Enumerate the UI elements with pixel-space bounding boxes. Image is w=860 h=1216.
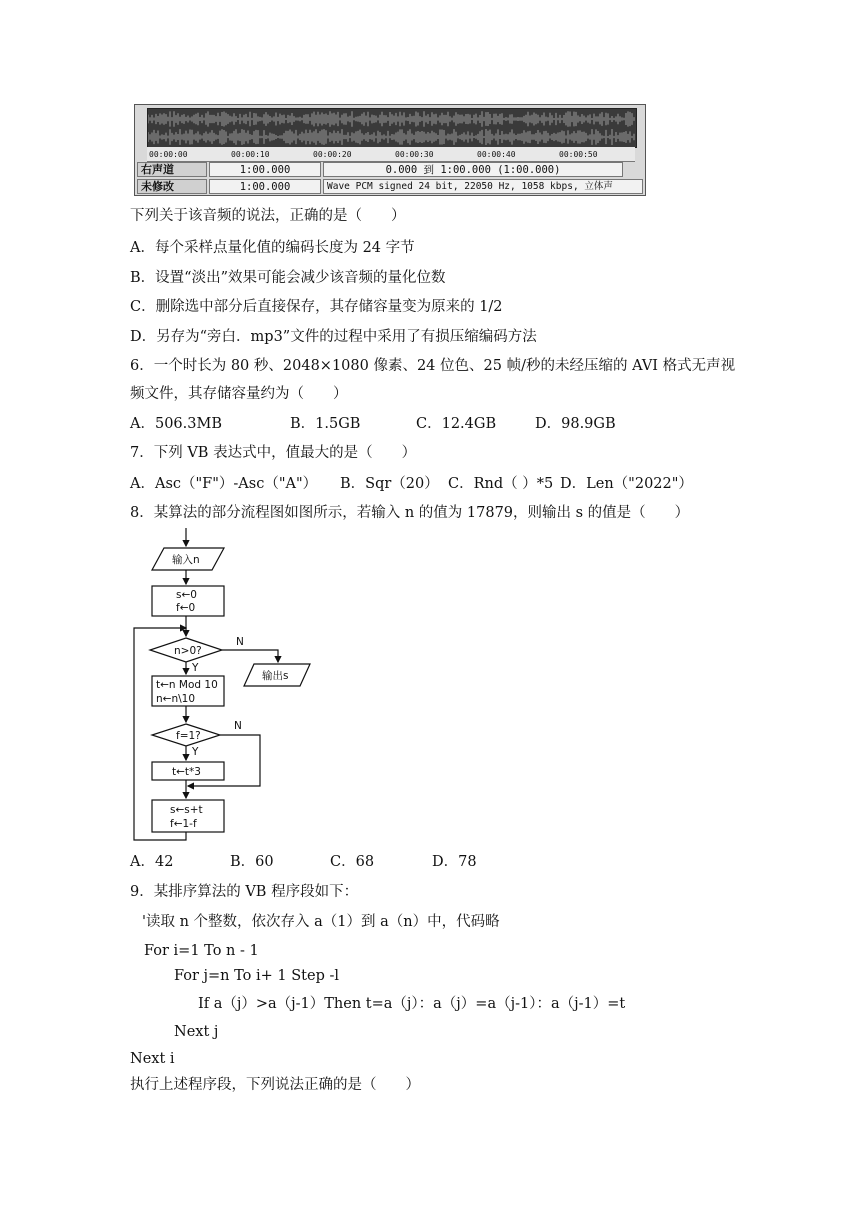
q9-stem: 9．某排序算法的 VB 程序段如下：: [130, 884, 359, 900]
q7-option-b: B．Sqr（20）: [340, 476, 439, 492]
flow-cond2-text: f=1?: [176, 730, 201, 742]
selection-range: 0.000 到 1:00.000 (1:00.000): [323, 162, 623, 177]
format-info: Wave PCM signed 24 bit, 22050 Hz, 1058 kbps, 立体声: [323, 179, 643, 194]
flow-init-s: s←0: [176, 589, 197, 601]
q6-option-a: A．506.3MB: [130, 416, 222, 432]
q8-option-a: A．42: [130, 854, 174, 870]
flow-body1: t←n Mod 10: [156, 679, 218, 691]
flow-no-label: N: [234, 720, 242, 732]
q6-option-d: D．98.9GB: [535, 416, 616, 432]
q5-option-d: D．另存为“旁白．mp3”文件的过程中采用了有损压缩编码方法: [130, 329, 537, 345]
code-line: Next i: [130, 1051, 175, 1067]
status-row-format: [137, 179, 643, 195]
time-ruler: [147, 147, 635, 162]
duration-value: 1:00.000: [209, 162, 321, 177]
waveform: [147, 108, 637, 148]
q8-stem: 8．某算法的部分流程图如图所示，若输入 n 的值为 17879，则输出 s 的值是（ ）: [130, 505, 690, 521]
q5-stem: 下列关于该音频的说法，正确的是（ ）: [130, 208, 406, 224]
q9-after: 执行上述程序段，下列说法正确的是（ ）: [130, 1077, 420, 1093]
tick-label: 00:00:30: [395, 150, 434, 159]
flow-acc-s: s←s+t: [170, 804, 203, 816]
flowchart: [128, 528, 328, 846]
flow-init-f: f←0: [176, 602, 196, 614]
q7-option-d: D．Len（"2022"）: [560, 476, 693, 492]
flow-body2: n←n\10: [156, 693, 196, 705]
flow-cond1-text: n>0?: [174, 645, 202, 657]
flow-yes-label: Y: [192, 662, 199, 674]
q5-option-c: C．删除选中部分后直接保存，其存储容量变为原来的 1/2: [130, 299, 503, 315]
q6-option-c: C．12.4GB: [416, 416, 497, 432]
code-line: For j=n To i+ 1 Step -l: [174, 968, 340, 984]
channel-label: 右声道: [137, 162, 207, 177]
tick-label: 00:00:40: [477, 150, 516, 159]
q5-option-a: A．每个采样点量化值的编码长度为 24 字节: [130, 240, 415, 256]
code-line: If a（j）>a（j-1）Then t=a（j）：a（j）=a（j-1）：a（j-1）=t: [198, 996, 626, 1012]
q6-stem-cont: 频文件，其存储容量约为（ ）: [130, 386, 348, 402]
flow-no-label: N: [236, 636, 244, 648]
tick-label: 00:00:00: [149, 150, 188, 159]
modified-label: 未修改: [137, 179, 207, 194]
q8-option-b: B．60: [230, 854, 274, 870]
q8-option-d: D．78: [432, 854, 477, 870]
flow-acc-f: f←1-f: [170, 818, 197, 830]
flow-mult-text: t←t*3: [172, 766, 201, 778]
code-line: For i=1 To n - 1: [144, 943, 259, 959]
flow-output-text: 输出s: [262, 670, 289, 682]
status-row-channel: [137, 162, 643, 178]
code-line: Next j: [174, 1024, 219, 1040]
q8-option-c: C．68: [330, 854, 375, 870]
q7-stem: 7．下列 VB 表达式中，值最大的是（ ）: [130, 445, 417, 461]
tick-label: 00:00:20: [313, 150, 352, 159]
flow-input-text: 输入n: [172, 554, 200, 566]
audio-editor-screenshot: [134, 104, 646, 196]
q7-option-a: A．Asc（"F"）-Asc（"A"）: [130, 476, 318, 492]
q7-option-c: C．Rnd（ ）*5: [448, 476, 554, 492]
tick-label: 00:00:50: [559, 150, 598, 159]
q6-stem: 6．一个时长为 80 秒、2048×1080 像素、24 位色、25 帧/秒的未经压缩的 AVI 格式无声视: [130, 358, 736, 374]
tick-label: 00:00:10: [231, 150, 270, 159]
duration-value: 1:00.000: [209, 179, 321, 194]
q6-option-b: B．1.5GB: [290, 416, 361, 432]
code-line: '读取 n 个整数，依次存入 a（1）到 a（n）中，代码略: [142, 914, 500, 930]
q5-option-b: B．设置“淡出”效果可能会减少该音频的量化位数: [130, 270, 446, 286]
flow-yes-label: Y: [192, 746, 199, 758]
